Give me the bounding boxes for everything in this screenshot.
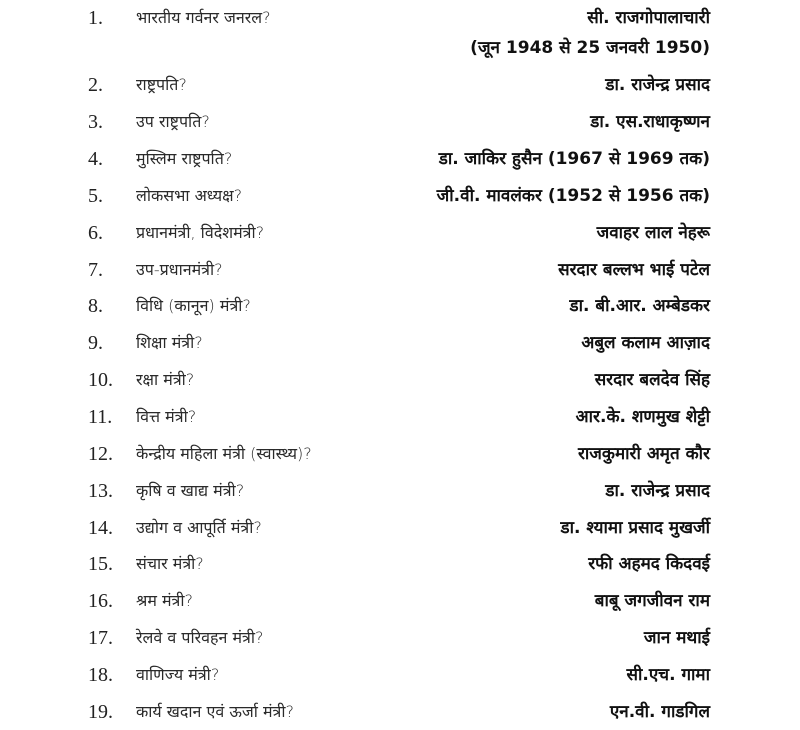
list-item-9: [0, 325, 800, 361]
item-answer: सी.एच. गामा: [626, 665, 710, 685]
item-answer: डा. राजेन्द्र प्रसाद: [605, 481, 710, 501]
item-number: 3.: [88, 111, 103, 133]
item-question: प्रधानमंत्री, विदेशमंत्री?: [136, 223, 265, 242]
item-answer: डा. एस.राधाकृष्णन: [590, 112, 710, 132]
item-number: 2.: [88, 74, 103, 96]
list-item-12: [0, 436, 800, 472]
list-item-10: [0, 362, 800, 398]
list-item-19: [0, 694, 800, 730]
item-number: 18.: [88, 664, 113, 686]
list-item-18: [0, 657, 800, 693]
item-answer: बाबू जगजीवन राम: [594, 591, 710, 611]
item-number: 12.: [88, 443, 113, 465]
item-number: 13.: [88, 480, 113, 502]
item-question: विधि (कानून) मंत्री?: [136, 296, 251, 315]
list-item-4: [0, 141, 800, 177]
item-question: रक्षा मंत्री?: [136, 370, 195, 389]
item-number: 9.: [88, 332, 103, 354]
list-item-2: [0, 67, 800, 103]
item-answer: डा. जाकिर हुसैन (1967 से 1969 तक): [438, 149, 710, 169]
list-item-17: [0, 620, 800, 656]
list-item-1: [0, 0, 800, 58]
item-question: राष्ट्रपति?: [136, 75, 187, 94]
item-answer: जी.वी. मावलंकर (1952 से 1956 तक): [436, 186, 710, 206]
item-answer: सरदार बल्लभ भाई पटेल: [558, 260, 710, 280]
item-question: उप-प्रधानमंत्री?: [136, 260, 223, 279]
item-number: 11.: [88, 406, 113, 428]
list-item-6: [0, 215, 800, 251]
item-question: मुस्लिम राष्ट्रपति?: [136, 149, 233, 168]
item-number: 10.: [88, 369, 113, 391]
item-question: संचार मंत्री?: [136, 554, 204, 573]
item-number: 14.: [88, 517, 113, 539]
item-number: 1.: [88, 7, 103, 29]
item-question: भारतीय गर्वनर जनरल?: [136, 8, 271, 27]
item-question: रेलवे व परिवहन मंत्री?: [136, 628, 264, 647]
item-answer: जान मथाई: [643, 628, 710, 648]
item-answer: जवाहर लाल नेहरू: [596, 223, 710, 243]
item-question: वित्त मंत्री?: [136, 407, 197, 426]
item-number: 7.: [88, 259, 103, 281]
list-item-14: [0, 510, 800, 546]
item-number: 6.: [88, 222, 103, 244]
item-question: लोकसभा अध्यक्ष?: [136, 186, 243, 205]
item-answer: डा. राजेन्द्र प्रसाद: [605, 75, 710, 95]
list-item-15: [0, 546, 800, 582]
item-answer-extra: (जून 1948 से 25 जनवरी 1950): [470, 38, 710, 58]
list-item-13: [0, 473, 800, 509]
list-item-16: [0, 583, 800, 619]
list-item-11: [0, 399, 800, 435]
item-answer: एन.वी. गाडगिल: [609, 702, 710, 722]
item-question: वाणिज्य मंत्री?: [136, 665, 220, 684]
item-number: 19.: [88, 701, 113, 723]
item-number: 17.: [88, 627, 113, 649]
item-answer: डा. श्यामा प्रसाद मुखर्जी: [560, 518, 710, 538]
item-answer: रफी अहमद किदवई: [588, 554, 710, 574]
item-question: कृषि व खाद्य मंत्री?: [136, 481, 245, 500]
item-number: 16.: [88, 590, 113, 612]
item-question: श्रम मंत्री?: [136, 591, 194, 610]
item-number: 8.: [88, 295, 103, 317]
item-answer: डा. बी.आर. अम्बेडकर: [569, 296, 710, 316]
item-number: 15.: [88, 553, 113, 575]
list-item-7: [0, 252, 800, 288]
item-question: उद्योग व आपूर्ति मंत्री?: [136, 518, 262, 537]
item-answer: सरदार बलदेव सिंह: [594, 370, 710, 390]
item-answer: सी. राजगोपालाचारी: [587, 8, 710, 28]
item-question: केन्द्रीय महिला मंत्री (स्वास्थ्य)?: [136, 444, 312, 463]
list-item-5: [0, 178, 800, 214]
item-question: कार्य खदान एवं ऊर्जा मंत्री?: [136, 702, 295, 721]
item-number: 5.: [88, 185, 103, 207]
item-answer: आर.के. शणमुख शेट्टी: [575, 407, 710, 427]
list-item-8: [0, 288, 800, 324]
item-answer: राजकुमारी अमृत कौर: [577, 444, 710, 464]
item-question: शिक्षा मंत्री?: [136, 333, 203, 352]
item-number: 4.: [88, 148, 103, 170]
item-answer: अबुल कलाम आज़ाद: [581, 333, 710, 353]
list-item-3: [0, 104, 800, 140]
item-question: उप राष्ट्रपति?: [136, 112, 210, 131]
